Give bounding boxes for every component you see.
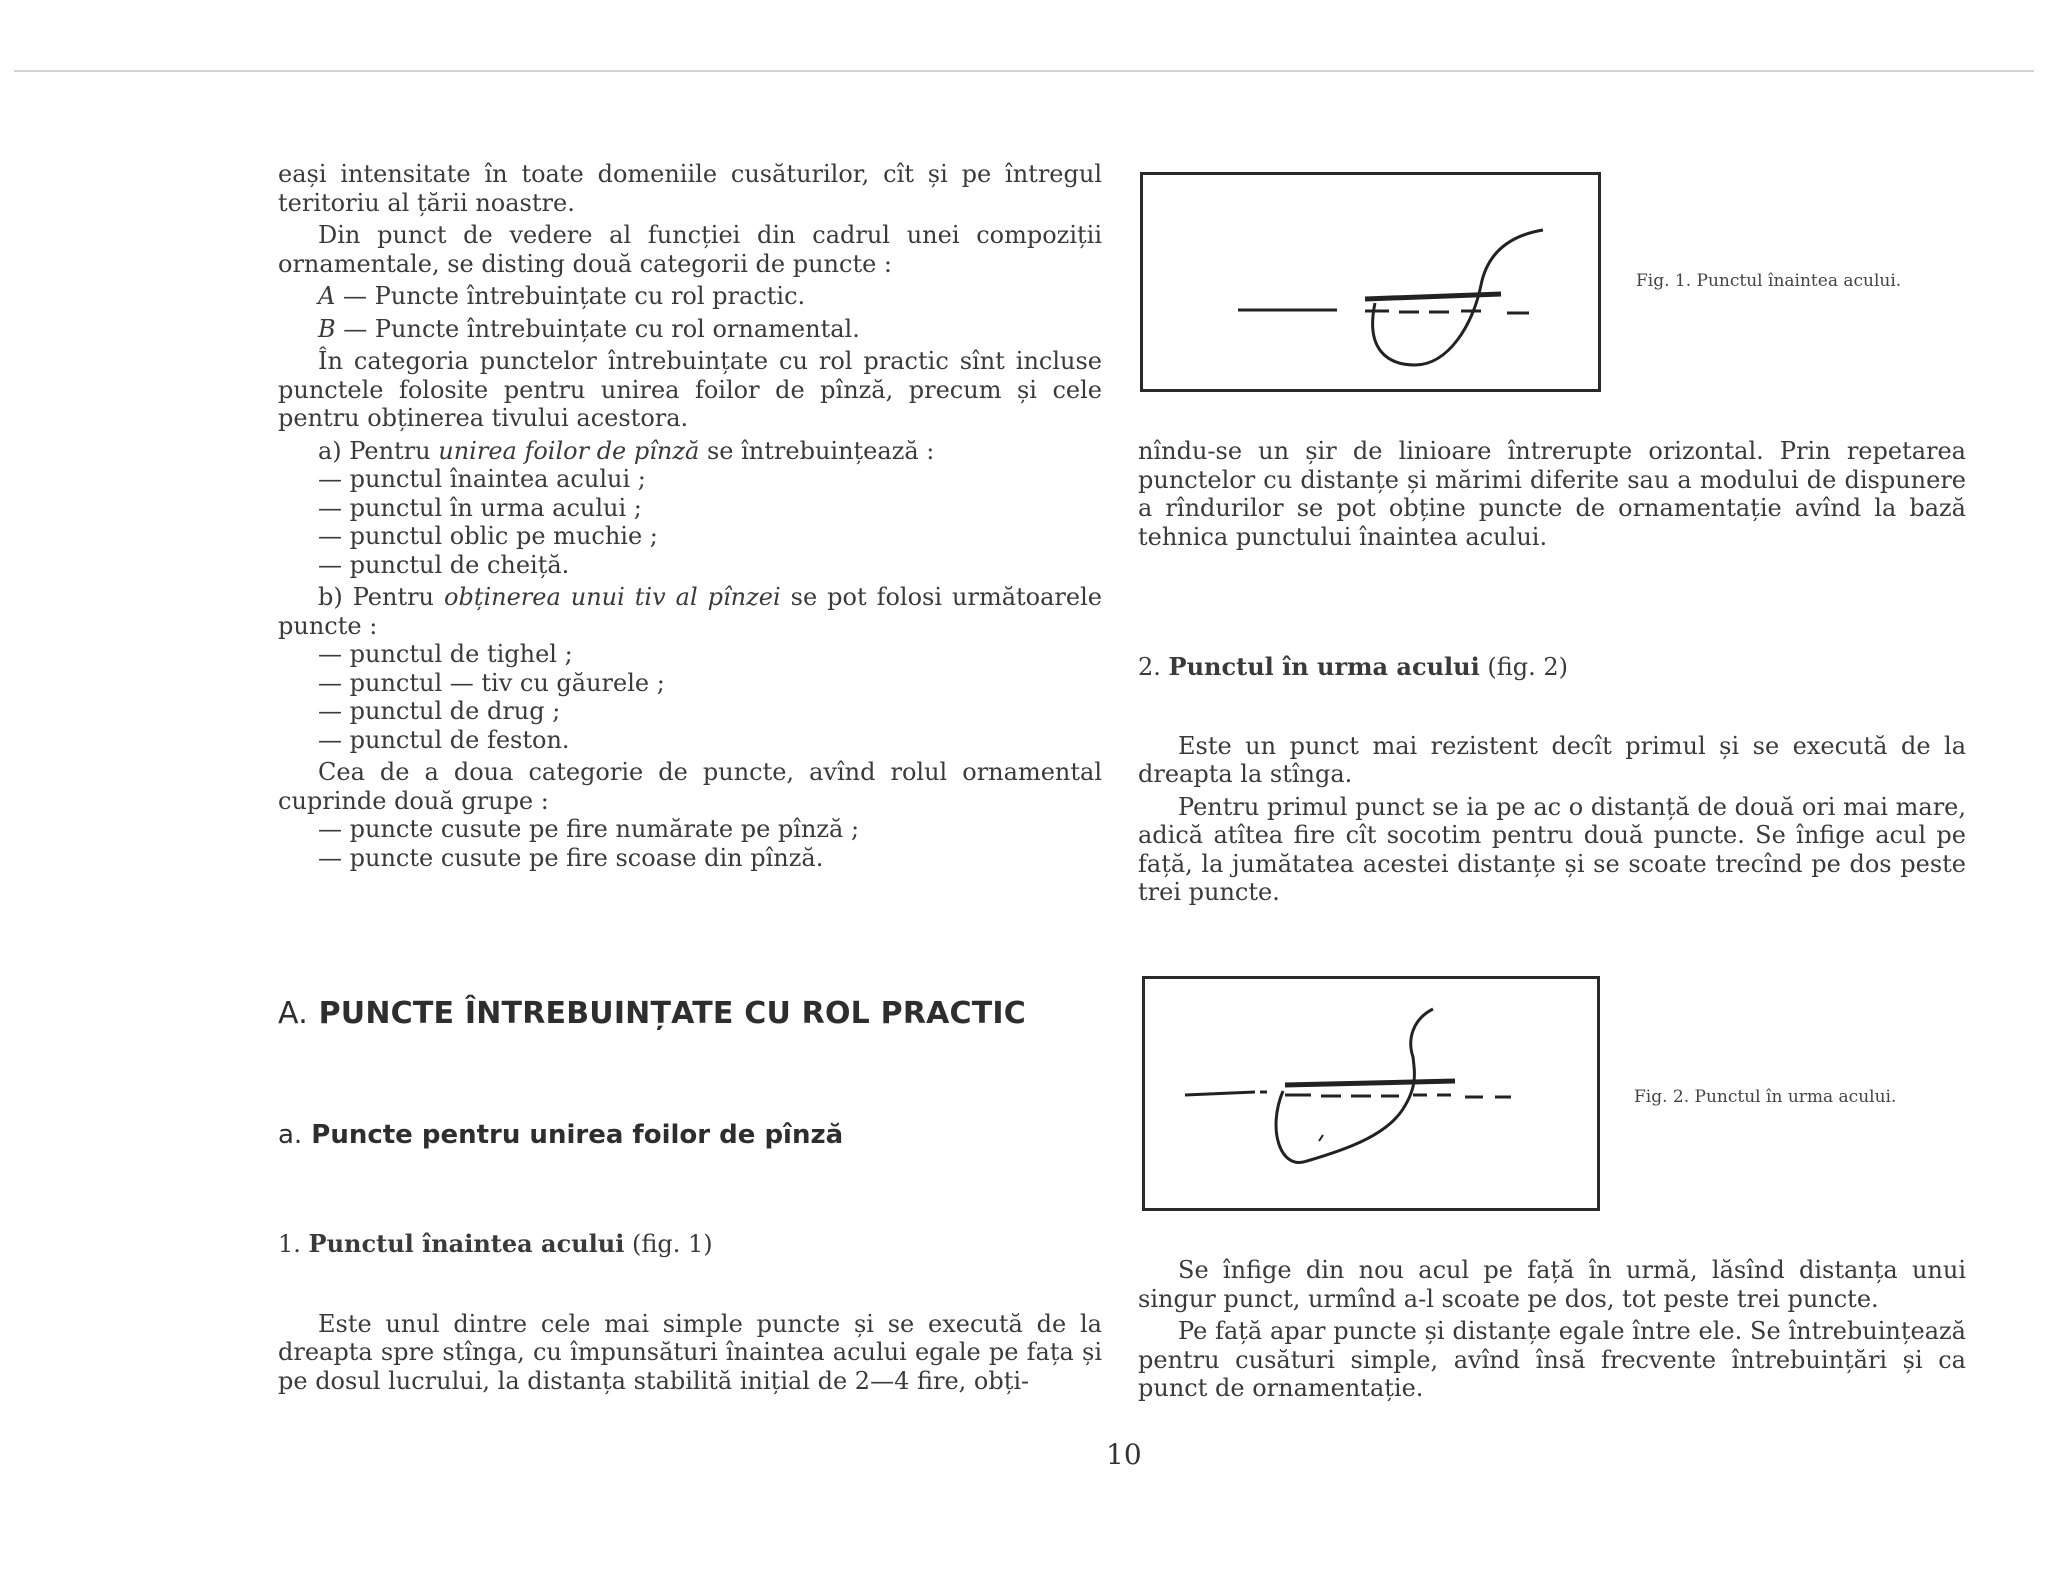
paragraph-section-2c: Se înfige din nou acul pe față în urmă, lăsînd distanța unui singur punct, urmînd a-l scoate pe dos, tot peste trei puncte. [1138, 1256, 1966, 1313]
list-item: — punctul înaintea acului ; [318, 465, 646, 493]
category-b-letter: B [318, 314, 336, 343]
section-heading-a-text: PUNCTE ÎNTREBUINȚATE CU ROL PRACTIC [318, 996, 1026, 1031]
section-2-title: Punctul în urma acului [1168, 652, 1480, 681]
subsection-heading [278, 1120, 843, 1150]
page-number: 10 [1106, 1438, 1142, 1471]
item-b-intro [278, 583, 1102, 640]
section-2-heading [1138, 653, 1966, 682]
paragraph-continuation: nîndu-se un șir de linioare întrerupte orizontal. Prin repetarea punctelor cu distanțe și mărimi diferite sau a modului de dispunere a rîndurilor se pot obține puncte de ornamentație avînd la bază tehnica punctului înaintea acului. [1138, 437, 1966, 551]
section-1-fig-ref: (fig. 1) [632, 1230, 713, 1258]
paragraph-section-2b: Pentru primul punct se ia pe ac o distanță de două ori mai mare, adică atîtea fire cît socotim pentru două puncte. Se înfige acul pe față, la jumătatea acestei distanțe și se scoate trecînd pe dos peste trei puncte. [1138, 792, 1966, 906]
item-a-italic: unirea foilor de pînză [438, 436, 700, 465]
section-1-heading [278, 1230, 1102, 1259]
right-column-lower [1138, 1256, 1966, 1403]
subsection-heading-prefix: a. [278, 1120, 303, 1150]
list-item: — punctul în urma acului ; [318, 493, 642, 522]
paragraph-section-2a: Este un punct mai rezistent decît primul și se execută de la dreapta la stînga. [1138, 731, 1966, 788]
list-item: — punctul de tighel ; [318, 640, 573, 668]
item-b-italic: obținerea unui tiv al pînzei [444, 583, 781, 611]
paragraph-ornamental: Cea de a doua categorie de puncte, avînd rolul ornamental cuprinde două grupe : [278, 758, 1102, 815]
figure-1-caption: Fig. 1. Punctul înaintea acului. [1636, 271, 1902, 291]
top-scan-rule [14, 70, 2034, 72]
category-a-text: — Puncte întrebuințate cu rol practic. [342, 282, 806, 310]
figure-2-stitch-drawing [1145, 979, 1597, 1208]
section-1-title: Punctul înaintea acului [308, 1229, 625, 1258]
section-2-fig-ref: (fig. 2) [1487, 653, 1568, 681]
section-1 [278, 1230, 1102, 1395]
figure-1-box [1140, 172, 1601, 392]
paragraph-intro: eași intensitate în toate domeniile cusăturilor, cît și pe întregul teritoriu al țării noastre. [278, 160, 1102, 217]
list-item: — punctul de cheiță. [318, 550, 570, 579]
paragraph-section-1: Este unul dintre cele mai simple puncte și se execută de la dreapta spre stînga, cu împunsături înaintea acului egale pe fața și pe dosul lucrului, la distanța stabilită inițial de 2—4 fire, obți- [278, 1309, 1102, 1395]
item-a-suffix: se întrebuințează : [706, 436, 935, 465]
figure-1-stitch-drawing [1143, 175, 1598, 389]
paragraph-section-2d: Pe față apar puncte și distanțe egale între ele. Se întrebuințează pentru cusături simple, avînd însă frecvente întrebuințări și ca punct de ornamentație. [1138, 1317, 1966, 1402]
item-a-intro [278, 437, 1102, 466]
figure-2-caption: Fig. 2. Punctul în urma acului. [1634, 1087, 1897, 1107]
category-b-text: — Puncte întrebuințate cu rol ornamental. [343, 314, 860, 343]
item-b-suffix: se pot folosi următoarele puncte : [278, 583, 1102, 640]
section-1-number: 1. [278, 1230, 301, 1258]
paragraph-categories: Din punct de vedere al funcției din cadrul unei compoziții ornamentale, se disting două categorii de puncte : [278, 221, 1102, 278]
category-b [278, 315, 1102, 344]
item-b-prefix: b) Pentru [318, 583, 435, 611]
section-2-number: 2. [1138, 653, 1161, 681]
list-item: — punctul oblic pe muchie ; [318, 522, 658, 550]
list-item: — puncte cusute pe fire numărate pe pînză ; [318, 815, 860, 843]
list-item: — punctul — tiv cu găurele ; [318, 668, 665, 697]
item-a-prefix: a) Pentru [318, 436, 431, 465]
category-a-letter: A [318, 282, 336, 310]
list-item: — punctul de drug ; [318, 697, 561, 725]
category-a [278, 282, 1102, 311]
left-column [278, 160, 1102, 872]
right-column-upper [1138, 437, 1966, 907]
figure-2-box [1142, 976, 1600, 1211]
subsection-heading-text: Puncte pentru unirea foilor de pînză [311, 1120, 844, 1150]
paragraph-practic: În categoria punctelor întrebuințate cu rol practic sînt incluse punctele folosite pentru unirea foilor de pînză, precum și cele pentru obținerea tivului acestora. [278, 347, 1102, 432]
section-heading-a-prefix: A. [278, 996, 308, 1031]
list-item: — puncte cusute pe fire scoase din pînză. [318, 843, 824, 872]
section-heading-a [278, 996, 1026, 1031]
list-item: — punctul de feston. [318, 725, 570, 754]
